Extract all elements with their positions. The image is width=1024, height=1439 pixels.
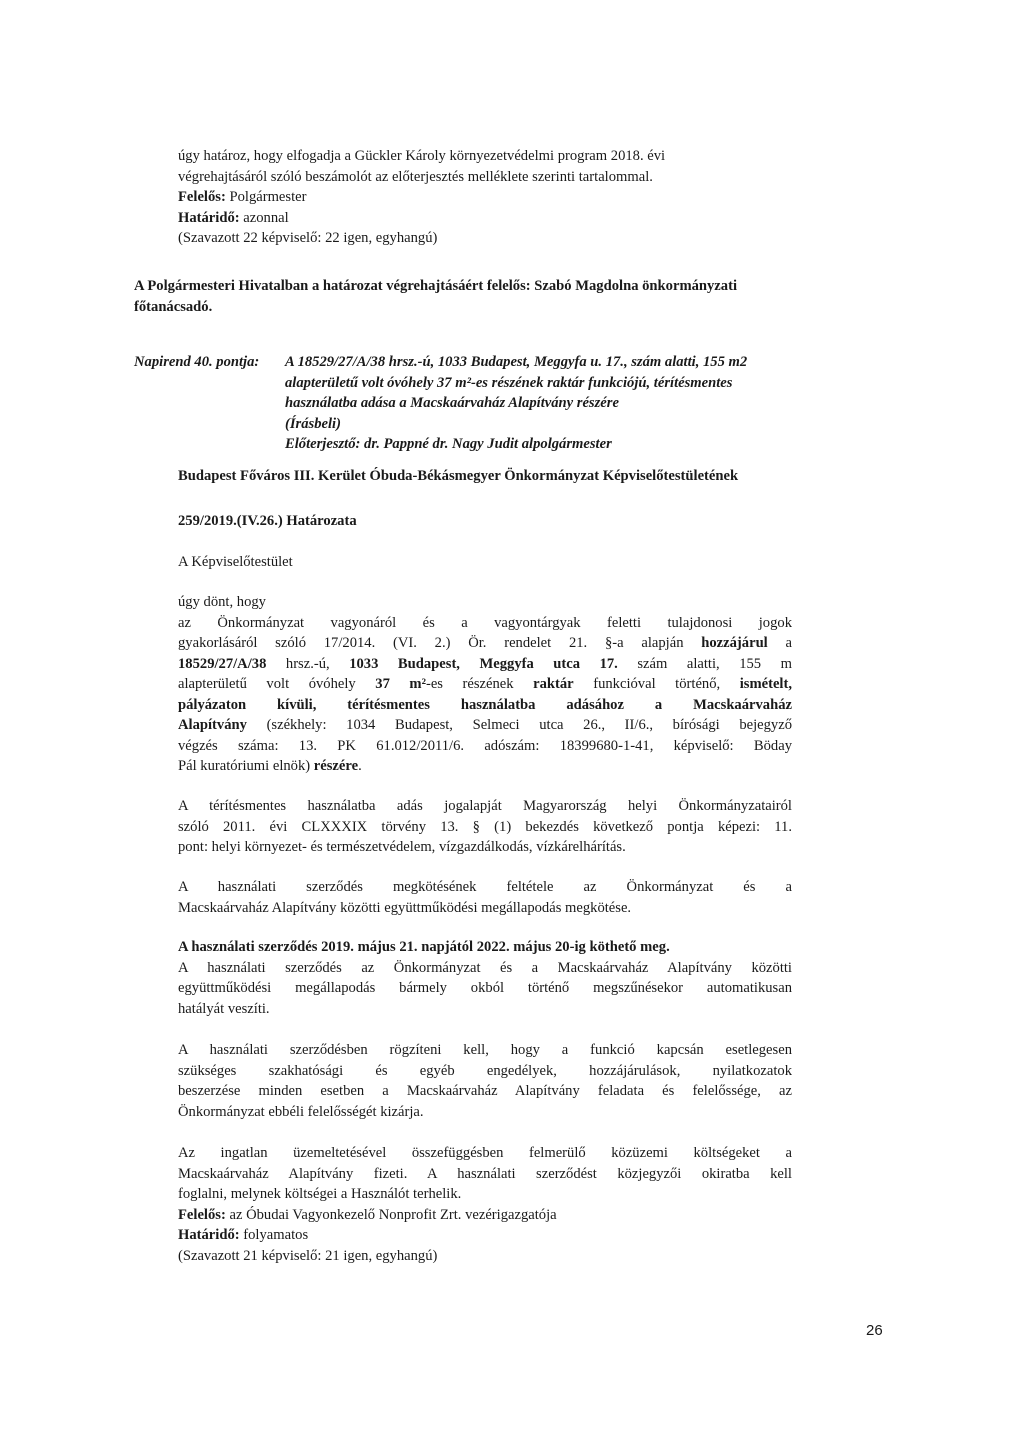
text-line: 18529/27/A/38 hrsz.-ú, 1033 Budapest, Meggyfa utca 17. szám alatti, 155 m bbox=[178, 655, 792, 672]
decision-section bbox=[178, 592, 792, 777]
legal-basis-paragraph bbox=[178, 796, 792, 858]
previous-resolution-section bbox=[178, 146, 792, 249]
deadline-line bbox=[178, 1225, 792, 1246]
vote-result: (Szavazott 21 képviselő: 21 igen, egyhangú) bbox=[178, 1247, 438, 1264]
responsible-label: Felelős: bbox=[178, 189, 226, 205]
council-heading bbox=[178, 466, 878, 487]
text-line: A használati szerződés megkötésének feltétele az Önkormányzat és a bbox=[178, 879, 792, 895]
text-line: pályázaton kívüli, térítésmentes használatba adásához a Macskaárvaház bbox=[178, 696, 792, 713]
text-line: foglalni, melynek költségei a Használót terhelik. bbox=[178, 1186, 462, 1202]
text-line: Az ingatlan üzemeltetésével összefüggésben felmerülő közüzemi költségeket a bbox=[178, 1145, 792, 1161]
text-line: főtanácsadó. bbox=[134, 298, 213, 315]
page-number: 26 bbox=[866, 1322, 883, 1339]
text-line: Macskaárvaház Alapítvány közötti együttműködési megállapodás megkötése. bbox=[178, 899, 632, 916]
text-line: gyakorlásáról szóló 17/2014. (VI. 2.) Ör. rendelet 21. §-a alapján hozzájárul a bbox=[178, 635, 792, 651]
property-address: 1033 Budapest, Meggyfa utca 17. bbox=[349, 655, 618, 672]
costs-paragraph bbox=[178, 1143, 792, 1266]
vote-result: (Szavazott 22 képviselő: 22 igen, egyhangú) bbox=[178, 230, 438, 246]
text-line: Pál kuratóriumi elnök) részére. bbox=[178, 758, 362, 774]
text-line: úgy határoz, hogy elfogadja a Gückler Károly környezetvédelmi program 2018. évi bbox=[178, 148, 666, 164]
agenda-line: (Írásbeli) bbox=[285, 415, 341, 432]
agenda-line: alapterületű volt óvóhely 37 m²-es részének raktár funkciójú, térítésmentes bbox=[285, 374, 733, 391]
responsible-line bbox=[178, 187, 792, 208]
resolution-number: 259/2019.(IV.26.) Határozata bbox=[178, 513, 357, 529]
responsible-value: Polgármester bbox=[225, 189, 307, 205]
approval-keyword: hozzájárul bbox=[701, 635, 768, 651]
text-line: Alapítvány (székhely: 1034 Budapest, Selmeci utca 26., II/6., bírósági bejegyző bbox=[178, 717, 792, 733]
text-line: szükséges szakhatósági és egyéb engedélyek, hozzájárulások, nyilatkozatok bbox=[178, 1062, 792, 1079]
agenda-item bbox=[285, 352, 845, 455]
council-name: Budapest Főváros III. Kerület Óbuda-Békásmegyer Önkormányzat Képviselőtestületének bbox=[178, 468, 739, 484]
agenda-line: használatba adása a Macskaárvaház Alapítvány részére bbox=[285, 395, 619, 411]
body-heading bbox=[178, 552, 792, 573]
text-line: együttműködési megállapodás bármely okból történő megszűnésekor automatikusan bbox=[178, 980, 792, 996]
deadline-label: Határidő: bbox=[178, 209, 240, 226]
responsible-label: Felelős: bbox=[178, 1206, 226, 1223]
text-line: végzés száma: 13. PK 61.012/2011/6. adószám: 18399680-1-41, képviselő: Böday bbox=[178, 737, 792, 754]
text-line: alapterületű volt óvóhely 37 m²-es részének raktár funkcióval történő, ismételt, bbox=[178, 676, 792, 692]
text-line: végrehajtásáról szóló beszámolót az előterjesztés melléklete szerinti tartalommal. bbox=[178, 168, 653, 185]
deadline-value: folyamatos bbox=[239, 1227, 309, 1243]
text-line: pont: helyi környezet- és természetvédelem, vízgazdálkodás, vízkárelhárítás. bbox=[178, 839, 626, 855]
agenda-line: A 18529/27/A/38 hrsz.-ú, 1033 Budapest, Meggyfa u. 17., szám alatti, 155 m2 bbox=[285, 354, 748, 370]
contract-term-paragraph bbox=[178, 937, 792, 1019]
responsible-officer bbox=[134, 276, 869, 317]
agenda-presenter: Előterjesztő: dr. Pappné dr. Nagy Judit alpolgármester bbox=[285, 436, 612, 452]
deadline-value: azonnal bbox=[239, 209, 289, 226]
body-heading-text: A Képviselőtestület bbox=[178, 554, 293, 570]
text-line: A Polgármesteri Hivatalban a határozat végrehajtásáért felelős: Szabó Magdolna önkormányzati bbox=[134, 278, 737, 294]
text-line: Önkormányzat ebbéli felelősségét kizárja. bbox=[178, 1103, 424, 1120]
responsible-value: az Óbudai Vagyonkezelő Nonprofit Zrt. vezérigazgatója bbox=[225, 1206, 557, 1223]
text-line: szóló 2011. évi CLXXXIX törvény 13. § (1) bekezdés következő pontja képezi: 11. bbox=[178, 818, 792, 835]
resolution-heading bbox=[178, 511, 792, 532]
responsible-line bbox=[178, 1205, 792, 1226]
text-line: A használati szerződés az Önkormányzat és a Macskaárvaház Alapítvány közötti bbox=[178, 959, 792, 976]
deadline-line bbox=[178, 208, 792, 229]
text-line: beszerzése minden esetben a Macskaárvaház Alapítvány feladata és felelőssége, az bbox=[178, 1083, 792, 1099]
text-line: A használati szerződésben rögzíteni kell, hogy a funkció kapcsán esetlegesen bbox=[178, 1042, 792, 1058]
deadline-label: Határidő: bbox=[178, 1227, 240, 1243]
text-line: az Önkormányzat vagyonáról és a vagyontárgyak feletti tulajdonosi jogok bbox=[178, 614, 792, 631]
contract-term: A használati szerződés 2019. május 21. napjától 2022. május 20-ig köthető meg. bbox=[178, 939, 670, 955]
text-line: úgy dönt, hogy bbox=[178, 594, 266, 610]
condition-paragraph bbox=[178, 877, 792, 918]
text-line: A térítésmentes használatba adás jogalapját Magyarország helyi Önkormányzatairól bbox=[178, 798, 792, 814]
permits-paragraph bbox=[178, 1040, 792, 1122]
text-line: hatályát veszíti. bbox=[178, 1000, 270, 1017]
text-line: Macskaárvaház Alapítvány fizeti. A használati szerződést közjegyzői okiratba kell bbox=[178, 1165, 792, 1182]
agenda-label: Napirend 40. pontja: bbox=[134, 354, 260, 370]
